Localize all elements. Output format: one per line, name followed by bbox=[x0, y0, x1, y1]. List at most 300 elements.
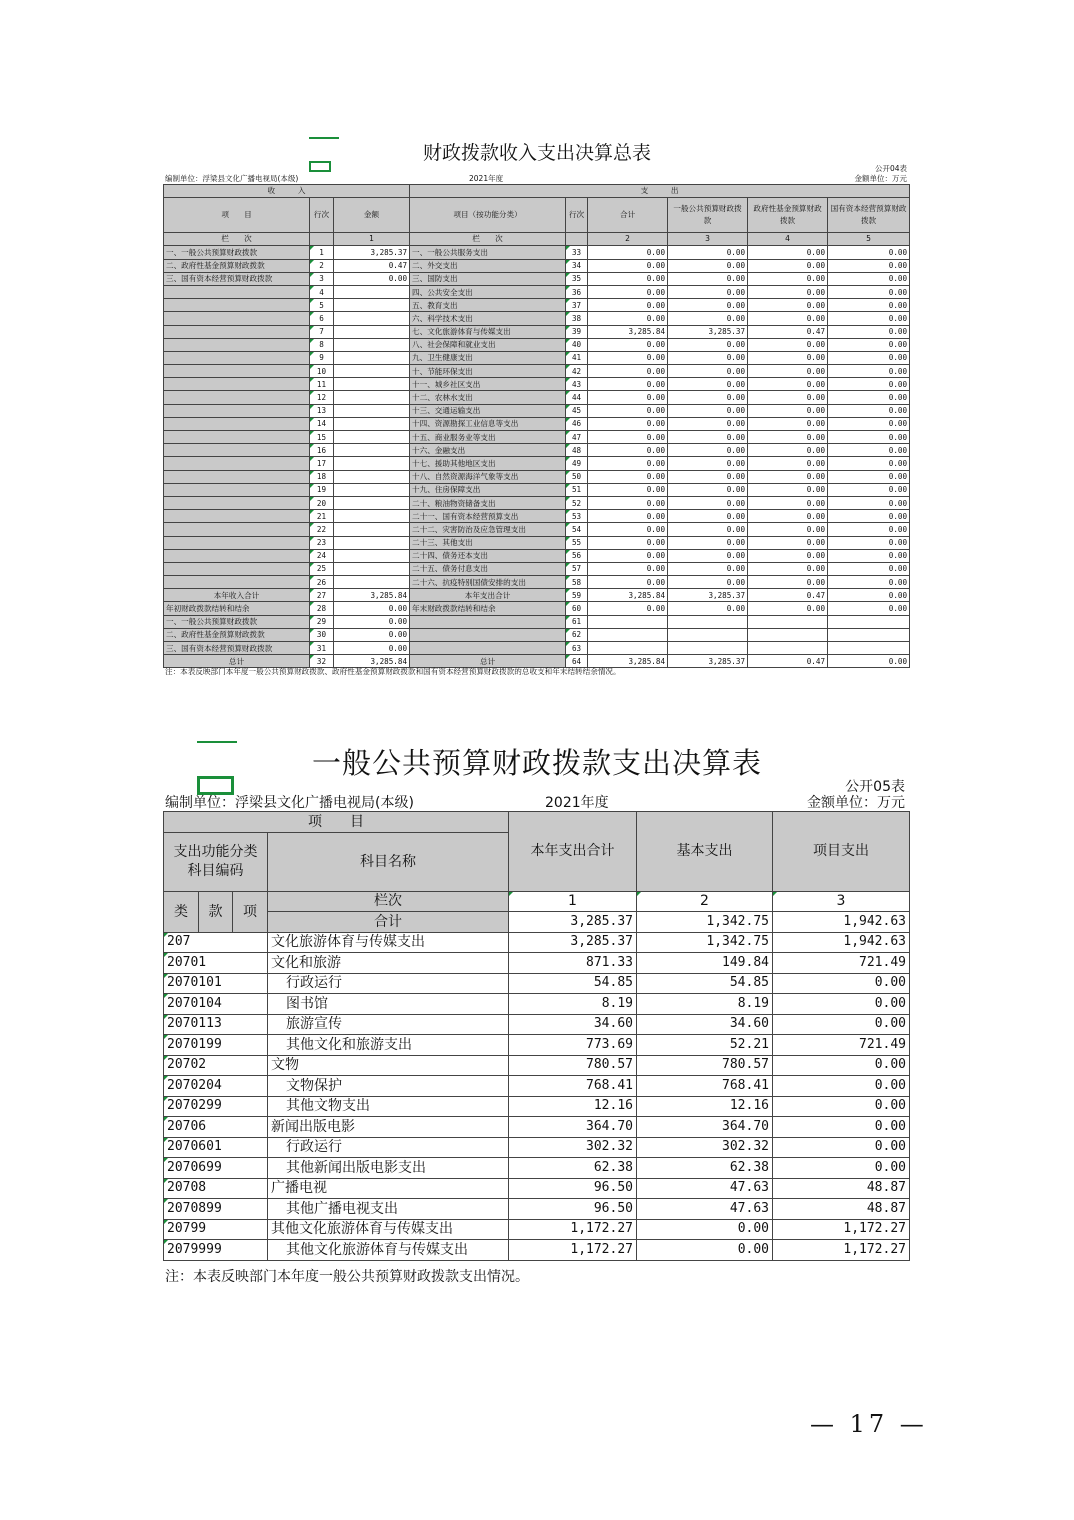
row-income-amount bbox=[334, 378, 410, 391]
row-total: 8.19 bbox=[509, 994, 637, 1015]
row-exp-item: 二、外交支出 bbox=[410, 259, 566, 272]
row-exp-item: 二十一、国有资本经营预算支出 bbox=[410, 510, 566, 523]
row-exp-line: 45 bbox=[566, 404, 588, 417]
row-exp-item: 三、国防支出 bbox=[410, 272, 566, 285]
row-exp-state: 0.00 bbox=[828, 391, 910, 404]
row-exp-general: 0.00 bbox=[668, 285, 748, 298]
row-exp-general: 0.00 bbox=[668, 536, 748, 549]
row-exp-state: 0.00 bbox=[828, 325, 910, 338]
table1-row bbox=[164, 299, 910, 312]
row-total: 96.50 bbox=[509, 1178, 637, 1199]
row-exp-fund: 0.00 bbox=[748, 510, 828, 523]
row-exp-general: 3,285.37 bbox=[668, 655, 748, 668]
table2-row bbox=[164, 1240, 910, 1261]
row-income-item bbox=[164, 483, 310, 496]
row-exp-total: 0.00 bbox=[588, 312, 668, 325]
row-exp-state: 0.00 bbox=[828, 431, 910, 444]
row-income-item bbox=[164, 536, 310, 549]
row-code: 2070199 bbox=[164, 1035, 268, 1056]
row-exp-total: 0.00 bbox=[588, 272, 668, 285]
row-income-amount bbox=[334, 483, 410, 496]
row-income-line: 24 bbox=[310, 549, 334, 562]
table1-row bbox=[164, 510, 910, 523]
row-income-amount: 3,285.84 bbox=[334, 589, 410, 602]
row-exp-total: 0.00 bbox=[588, 351, 668, 364]
row-exp-total: 0.00 bbox=[588, 523, 668, 536]
row-exp-item: 七、文化旅游体育与传媒支出 bbox=[410, 325, 566, 338]
row-income-amount bbox=[334, 470, 410, 483]
row-exp-line: 35 bbox=[566, 272, 588, 285]
row-exp-line: 36 bbox=[566, 285, 588, 298]
header-item: 项 目 bbox=[164, 812, 509, 833]
row-project: 0.00 bbox=[773, 1117, 910, 1138]
table2-year: 2021年度 bbox=[545, 795, 609, 811]
header-order: 栏次 bbox=[268, 891, 509, 912]
row-basic: 47.63 bbox=[637, 1199, 773, 1220]
order-num-2: 2 bbox=[588, 233, 668, 246]
table2-row bbox=[164, 1219, 910, 1240]
row-exp-total: 0.00 bbox=[588, 576, 668, 589]
row-income-item bbox=[164, 417, 310, 430]
row-exp-item: 十三、交通运输支出 bbox=[410, 404, 566, 417]
table1-row bbox=[164, 549, 910, 562]
row-income-item: 三、国有资本经营预算财政拨款 bbox=[164, 642, 310, 655]
row-exp-general bbox=[668, 642, 748, 655]
row-exp-general: 0.00 bbox=[668, 483, 748, 496]
row-exp-state bbox=[828, 642, 910, 655]
row-income-item bbox=[164, 523, 310, 536]
row-exp-general: 0.00 bbox=[668, 365, 748, 378]
row-income-line: 14 bbox=[310, 417, 334, 430]
row-basic: 1,342.75 bbox=[637, 932, 773, 953]
row-income-amount bbox=[334, 391, 410, 404]
row-exp-item: 十七、援助其他地区支出 bbox=[410, 457, 566, 470]
row-exp-item: 年末财政拨款结转和结余 bbox=[410, 602, 566, 615]
row-income-line: 18 bbox=[310, 470, 334, 483]
row-total: 3,285.37 bbox=[509, 932, 637, 953]
row-income-amount bbox=[334, 351, 410, 364]
order-num-3: 3 bbox=[668, 233, 748, 246]
col-total: 合计 bbox=[588, 198, 668, 233]
row-name: 文物 bbox=[268, 1055, 509, 1076]
row-exp-state: 0.00 bbox=[828, 378, 910, 391]
row-exp-state: 0.00 bbox=[828, 246, 910, 259]
table2-row bbox=[164, 932, 910, 953]
row-total: 1,172.27 bbox=[509, 1240, 637, 1261]
row-income-line: 7 bbox=[310, 325, 334, 338]
row-project: 1,172.27 bbox=[773, 1219, 910, 1240]
row-exp-general: 0.00 bbox=[668, 602, 748, 615]
table1-row bbox=[164, 365, 910, 378]
row-exp-general: 0.00 bbox=[668, 523, 748, 536]
row-code: 20702 bbox=[164, 1055, 268, 1076]
row-exp-line: 41 bbox=[566, 351, 588, 364]
table1-row bbox=[164, 589, 910, 602]
table1-row bbox=[164, 338, 910, 351]
table1-row bbox=[164, 470, 910, 483]
row-income-line: 17 bbox=[310, 457, 334, 470]
row-exp-general: 0.00 bbox=[668, 431, 748, 444]
row-exp-fund: 0.00 bbox=[748, 365, 828, 378]
row-exp-fund: 0.00 bbox=[748, 351, 828, 364]
row-exp-line: 54 bbox=[566, 523, 588, 536]
row-income-item: 一、一般公共预算财政拨款 bbox=[164, 615, 310, 628]
row-exp-total: 0.00 bbox=[588, 444, 668, 457]
table1-row bbox=[164, 378, 910, 391]
row-code: 2070601 bbox=[164, 1137, 268, 1158]
row-income-item bbox=[164, 510, 310, 523]
row-exp-total: 0.00 bbox=[588, 338, 668, 351]
row-exp-line: 58 bbox=[566, 576, 588, 589]
row-exp-general: 0.00 bbox=[668, 562, 748, 575]
row-income-line: 19 bbox=[310, 483, 334, 496]
row-project: 48.87 bbox=[773, 1178, 910, 1199]
row-exp-state: 0.00 bbox=[828, 259, 910, 272]
row-exp-state bbox=[828, 615, 910, 628]
row-exp-line: 52 bbox=[566, 496, 588, 509]
row-exp-item: 十九、住房保障支出 bbox=[410, 483, 566, 496]
row-exp-fund: 0.00 bbox=[748, 299, 828, 312]
row-exp-fund: 0.00 bbox=[748, 457, 828, 470]
row-income-item bbox=[164, 404, 310, 417]
row-income-amount bbox=[334, 431, 410, 444]
table1-row bbox=[164, 417, 910, 430]
table1-row bbox=[164, 576, 910, 589]
row-code: 2070204 bbox=[164, 1076, 268, 1097]
row-name: 文化旅游体育与传媒支出 bbox=[268, 932, 509, 953]
row-name: 其他文化旅游体育与传媒支出 bbox=[268, 1240, 509, 1261]
header-xiang: 项 bbox=[233, 891, 268, 932]
row-income-amount bbox=[334, 549, 410, 562]
row-exp-general: 0.00 bbox=[668, 417, 748, 430]
row-income-line: 2 bbox=[310, 259, 334, 272]
row-project: 1,942.63 bbox=[773, 932, 910, 953]
sum-label: 合计 bbox=[268, 912, 509, 933]
table1-row bbox=[164, 391, 910, 404]
row-income-amount: 0.00 bbox=[334, 615, 410, 628]
table1-body bbox=[164, 246, 910, 668]
row-exp-item: 十四、资源勘探工业信息等支出 bbox=[410, 417, 566, 430]
row-basic: 0.00 bbox=[637, 1219, 773, 1240]
table1-row bbox=[164, 615, 910, 628]
row-exp-line: 40 bbox=[566, 338, 588, 351]
fiscal-summary-table-panel bbox=[163, 137, 911, 685]
row-exp-general: 3,285.37 bbox=[668, 325, 748, 338]
table1-row bbox=[164, 483, 910, 496]
row-exp-total: 3,285.84 bbox=[588, 589, 668, 602]
row-exp-general: 0.00 bbox=[668, 496, 748, 509]
row-exp-total: 0.00 bbox=[588, 496, 668, 509]
row-exp-state: 0.00 bbox=[828, 338, 910, 351]
row-exp-general: 0.00 bbox=[668, 312, 748, 325]
row-income-item bbox=[164, 470, 310, 483]
row-basic: 364.70 bbox=[637, 1117, 773, 1138]
row-income-item bbox=[164, 496, 310, 509]
row-project: 0.00 bbox=[773, 1137, 910, 1158]
table2-body bbox=[164, 932, 910, 1260]
header-basic: 基本支出 bbox=[637, 812, 773, 892]
row-name: 其他文化和旅游支出 bbox=[268, 1035, 509, 1056]
row-exp-fund: 0.00 bbox=[748, 523, 828, 536]
row-project: 0.00 bbox=[773, 1158, 910, 1179]
row-exp-line: 38 bbox=[566, 312, 588, 325]
row-exp-total: 0.00 bbox=[588, 470, 668, 483]
row-exp-total: 0.00 bbox=[588, 510, 668, 523]
row-exp-line: 33 bbox=[566, 246, 588, 259]
table2-row bbox=[164, 1117, 910, 1138]
row-name: 文化和旅游 bbox=[268, 953, 509, 974]
row-income-amount: 0.47 bbox=[334, 259, 410, 272]
header-name: 科目名称 bbox=[268, 832, 509, 891]
row-exp-general: 0.00 bbox=[668, 259, 748, 272]
row-exp-fund: 0.00 bbox=[748, 259, 828, 272]
row-income-item bbox=[164, 325, 310, 338]
row-income-item bbox=[164, 299, 310, 312]
row-exp-general: 0.00 bbox=[668, 404, 748, 417]
row-total: 1,172.27 bbox=[509, 1219, 637, 1240]
header-kuan: 款 bbox=[199, 891, 233, 932]
row-basic: 52.21 bbox=[637, 1035, 773, 1056]
row-income-item bbox=[164, 285, 310, 298]
row-exp-item: 九、卫生健康支出 bbox=[410, 351, 566, 364]
row-exp-state: 0.00 bbox=[828, 404, 910, 417]
row-project: 721.49 bbox=[773, 1035, 910, 1056]
row-exp-state: 0.00 bbox=[828, 272, 910, 285]
row-income-line: 1 bbox=[310, 246, 334, 259]
order-label-2: 栏 次 bbox=[410, 233, 566, 246]
row-income-amount bbox=[334, 444, 410, 457]
row-income-item bbox=[164, 378, 310, 391]
table2-row bbox=[164, 1076, 910, 1097]
header-lei: 类 bbox=[164, 891, 199, 932]
header-income: 收 入 bbox=[164, 185, 410, 198]
table1-compiler: 编制单位：浮梁县文化广播电视局(本级) bbox=[165, 174, 299, 183]
row-exp-state: 0.00 bbox=[828, 655, 910, 668]
row-income-item: 二、政府性基金预算财政拨款 bbox=[164, 259, 310, 272]
row-income-amount bbox=[334, 536, 410, 549]
row-exp-fund: 0.00 bbox=[748, 404, 828, 417]
row-exp-line: 50 bbox=[566, 470, 588, 483]
row-exp-total: 0.00 bbox=[588, 602, 668, 615]
row-exp-item: 四、公共安全支出 bbox=[410, 285, 566, 298]
row-exp-state: 0.00 bbox=[828, 496, 910, 509]
row-total: 54.85 bbox=[509, 973, 637, 994]
row-income-amount bbox=[334, 457, 410, 470]
row-exp-item: 总计 bbox=[410, 655, 566, 668]
row-exp-state: 0.00 bbox=[828, 549, 910, 562]
row-income-line: 5 bbox=[310, 299, 334, 312]
row-exp-state: 0.00 bbox=[828, 285, 910, 298]
table1-row bbox=[164, 246, 910, 259]
table2-unit: 金额单位：万元 bbox=[807, 795, 905, 811]
table2-row bbox=[164, 1158, 910, 1179]
sum-basic: 1,342.75 bbox=[637, 912, 773, 933]
order-num-1: 1 bbox=[509, 891, 637, 912]
table1-unit: 金额单位：万元 bbox=[854, 174, 907, 183]
row-exp-fund: 0.00 bbox=[748, 470, 828, 483]
row-exp-line: 57 bbox=[566, 562, 588, 575]
row-income-item: 年初财政拨款结转和结余 bbox=[164, 602, 310, 615]
row-income-item bbox=[164, 351, 310, 364]
row-exp-total: 0.00 bbox=[588, 378, 668, 391]
row-exp-total: 0.00 bbox=[588, 404, 668, 417]
row-income-item bbox=[164, 549, 310, 562]
row-income-amount bbox=[334, 365, 410, 378]
row-name: 旅游宣传 bbox=[268, 1014, 509, 1035]
row-exp-state: 0.00 bbox=[828, 457, 910, 470]
row-project: 0.00 bbox=[773, 973, 910, 994]
row-exp-line: 62 bbox=[566, 628, 588, 641]
row-exp-fund: 0.00 bbox=[748, 312, 828, 325]
table1-row bbox=[164, 628, 910, 641]
row-exp-item bbox=[410, 642, 566, 655]
row-name: 其他文化旅游体育与传媒支出 bbox=[268, 1219, 509, 1240]
row-income-amount: 0.00 bbox=[334, 628, 410, 641]
row-exp-state: 0.00 bbox=[828, 483, 910, 496]
row-exp-general: 0.00 bbox=[668, 246, 748, 259]
row-exp-total: 0.00 bbox=[588, 299, 668, 312]
row-exp-fund: 0.00 bbox=[748, 417, 828, 430]
table1-row bbox=[164, 642, 910, 655]
row-exp-total bbox=[588, 615, 668, 628]
row-exp-item: 十、节能环保支出 bbox=[410, 365, 566, 378]
row-exp-total: 0.00 bbox=[588, 562, 668, 575]
row-income-line: 10 bbox=[310, 365, 334, 378]
sum-total: 3,285.37 bbox=[509, 912, 637, 933]
row-income-line: 6 bbox=[310, 312, 334, 325]
row-income-line: 11 bbox=[310, 378, 334, 391]
row-income-item bbox=[164, 457, 310, 470]
row-total: 871.33 bbox=[509, 953, 637, 974]
row-income-item bbox=[164, 576, 310, 589]
row-exp-item: 一、一般公共服务支出 bbox=[410, 246, 566, 259]
row-income-item bbox=[164, 444, 310, 457]
table2-row bbox=[164, 1055, 910, 1076]
row-exp-state: 0.00 bbox=[828, 523, 910, 536]
table1-row bbox=[164, 444, 910, 457]
row-income-line: 29 bbox=[310, 615, 334, 628]
row-project: 0.00 bbox=[773, 994, 910, 1015]
table1-row bbox=[164, 259, 910, 272]
row-exp-general: 3,285.37 bbox=[668, 589, 748, 602]
row-exp-state: 0.00 bbox=[828, 299, 910, 312]
row-project: 0.00 bbox=[773, 1076, 910, 1097]
row-income-amount bbox=[334, 510, 410, 523]
row-income-amount bbox=[334, 312, 410, 325]
table2-note: 注：本表反映部门本年度一般公共预算财政拨款支出情况。 bbox=[165, 1269, 529, 1285]
cell-selection-box[interactable] bbox=[309, 161, 331, 172]
row-income-line: 31 bbox=[310, 642, 334, 655]
row-income-item bbox=[164, 365, 310, 378]
row-exp-general bbox=[668, 615, 748, 628]
row-exp-item bbox=[410, 628, 566, 641]
row-exp-fund bbox=[748, 642, 828, 655]
row-exp-line: 44 bbox=[566, 391, 588, 404]
table1-note: 注：本表反映部门本年度一般公共预算财政拨款、政府性基金预算财政拨款和国有资本经营预算财政拨款的总收支和年末结转结余情况。 bbox=[165, 667, 621, 676]
row-exp-line: 46 bbox=[566, 417, 588, 430]
page-number: — 17 — bbox=[810, 1410, 928, 1438]
row-exp-general: 0.00 bbox=[668, 470, 748, 483]
row-exp-fund: 0.00 bbox=[748, 338, 828, 351]
row-code: 20708 bbox=[164, 1178, 268, 1199]
row-exp-total: 0.00 bbox=[588, 549, 668, 562]
table2-row bbox=[164, 1199, 910, 1220]
table1-row bbox=[164, 496, 910, 509]
row-exp-state: 0.00 bbox=[828, 576, 910, 589]
row-exp-line: 60 bbox=[566, 602, 588, 615]
table1-row bbox=[164, 404, 910, 417]
row-income-line: 22 bbox=[310, 523, 334, 536]
row-exp-total: 0.00 bbox=[588, 431, 668, 444]
table2-row bbox=[164, 973, 910, 994]
order-num-4: 4 bbox=[748, 233, 828, 246]
row-exp-general: 0.00 bbox=[668, 510, 748, 523]
table2-row bbox=[164, 1035, 910, 1056]
row-income-item bbox=[164, 391, 310, 404]
row-total: 768.41 bbox=[509, 1076, 637, 1097]
row-exp-line: 63 bbox=[566, 642, 588, 655]
row-exp-general: 0.00 bbox=[668, 272, 748, 285]
row-total: 12.16 bbox=[509, 1096, 637, 1117]
row-exp-state: 0.00 bbox=[828, 602, 910, 615]
order-num-1: 1 bbox=[334, 233, 410, 246]
row-exp-item: 六、科学技术支出 bbox=[410, 312, 566, 325]
table1-form-no: 公开04表 bbox=[874, 164, 907, 173]
row-income-line: 32 bbox=[310, 655, 334, 668]
row-total: 773.69 bbox=[509, 1035, 637, 1056]
selection-marker-2 bbox=[197, 741, 237, 743]
row-income-item bbox=[164, 431, 310, 444]
row-income-amount bbox=[334, 523, 410, 536]
row-exp-total: 0.00 bbox=[588, 483, 668, 496]
row-exp-state: 0.00 bbox=[828, 470, 910, 483]
row-exp-total: 3,285.84 bbox=[588, 655, 668, 668]
row-basic: 8.19 bbox=[637, 994, 773, 1015]
table1-row bbox=[164, 523, 910, 536]
row-income-line: 27 bbox=[310, 589, 334, 602]
row-exp-fund bbox=[748, 628, 828, 641]
row-income-line: 4 bbox=[310, 285, 334, 298]
row-name: 行政运行 bbox=[268, 1137, 509, 1158]
row-income-item: 本年收入合计 bbox=[164, 589, 310, 602]
row-exp-fund: 0.00 bbox=[748, 549, 828, 562]
row-code: 2070299 bbox=[164, 1096, 268, 1117]
row-exp-total: 3,285.84 bbox=[588, 325, 668, 338]
table1-row bbox=[164, 536, 910, 549]
row-income-amount: 0.00 bbox=[334, 602, 410, 615]
row-exp-general: 0.00 bbox=[668, 549, 748, 562]
cell-selection-box-2[interactable] bbox=[197, 776, 234, 795]
header-expense: 支 出 bbox=[410, 185, 910, 198]
row-name: 文物保护 bbox=[268, 1076, 509, 1097]
row-exp-line: 37 bbox=[566, 299, 588, 312]
table2-title: 一般公共预算财政拨款支出决算表 bbox=[311, 746, 762, 780]
row-exp-line: 47 bbox=[566, 431, 588, 444]
row-exp-line: 56 bbox=[566, 549, 588, 562]
row-income-amount: 0.00 bbox=[334, 272, 410, 285]
row-exp-line: 49 bbox=[566, 457, 588, 470]
table1-title: 财政拨款收入支出决算总表 bbox=[422, 142, 651, 164]
row-income-line: 12 bbox=[310, 391, 334, 404]
row-income-line: 16 bbox=[310, 444, 334, 457]
table1-row bbox=[164, 272, 910, 285]
row-exp-fund: 0.00 bbox=[748, 378, 828, 391]
row-exp-fund: 0.00 bbox=[748, 391, 828, 404]
row-exp-fund: 0.00 bbox=[748, 246, 828, 259]
row-income-line: 26 bbox=[310, 576, 334, 589]
row-income-line: 30 bbox=[310, 628, 334, 641]
table2-row bbox=[164, 953, 910, 974]
